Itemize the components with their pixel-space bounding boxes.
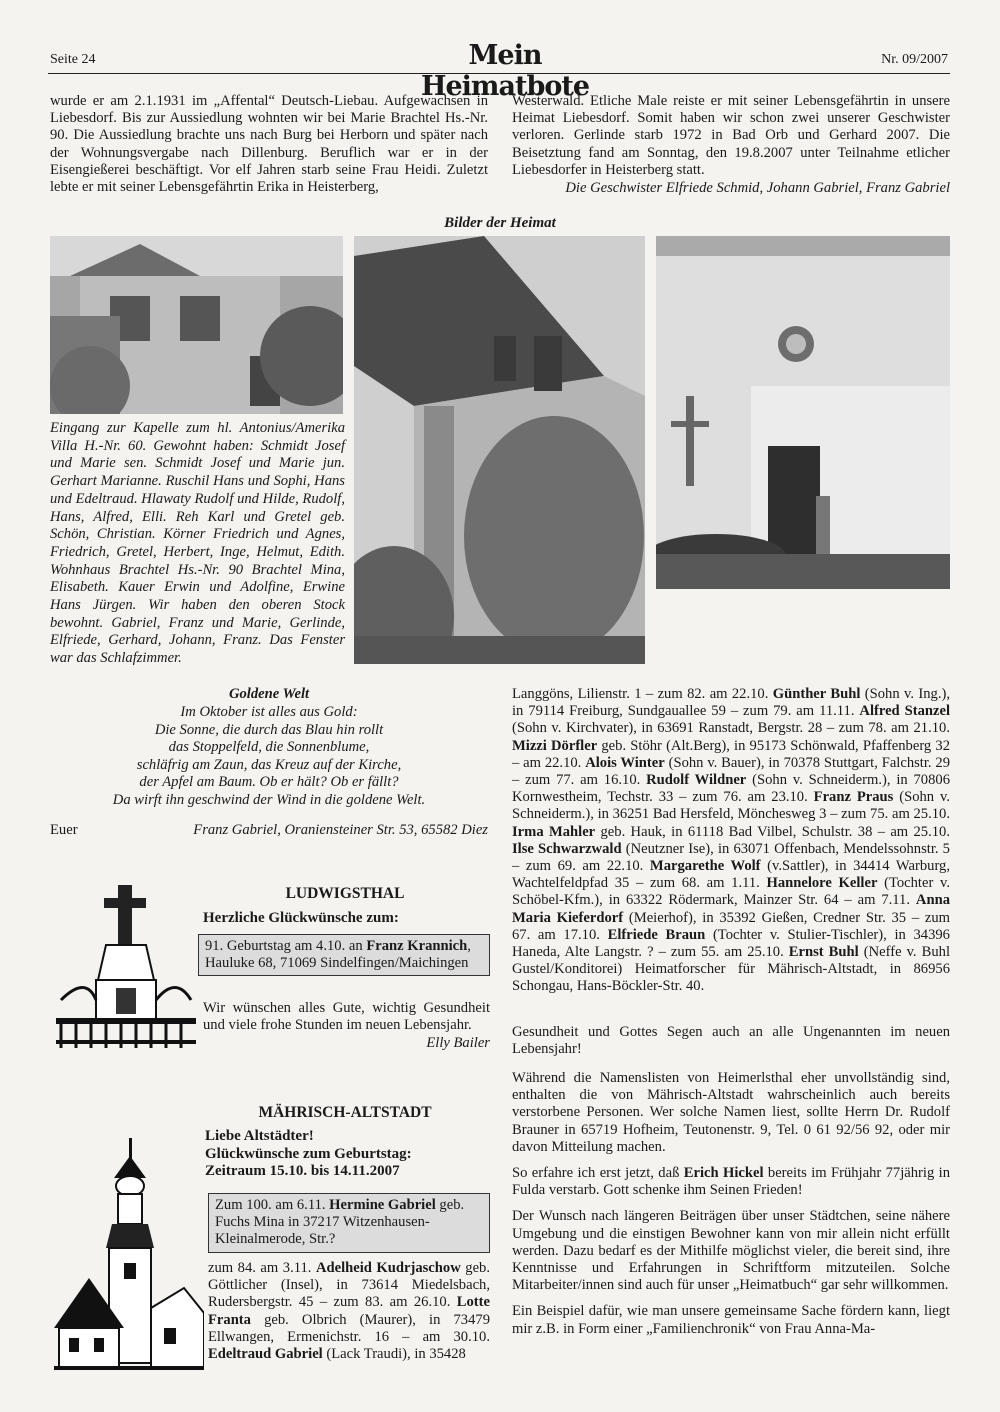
photo-chapel-entrance [656,236,950,589]
person-name: Adelheid Kudrjaschow [315,1260,461,1276]
person-name: Rudolf Wildner [646,772,747,789]
poem-author: Franz Gabriel, Oraniensteiner Str. 53, 65582 Diez [193,822,488,838]
person-name: Hannelore Keller [766,875,878,892]
health-wish: Gesundheit und Gottes Segen auch an alle Ungenannten im neuen Lebensjahr! [512,1024,950,1058]
person-name: Ilse Schwarzwald [512,840,622,857]
poem-line: Im Oktober ist alles aus Gold: [180,704,358,720]
poem-closing: Euer [50,822,78,838]
entry-text: (Tochter v. Stulier-Tischler), in 34396 Haneda, Alte Langstr. ? – zum 55. am 25.10. [512,926,950,961]
person-name: Alfred Stanzel [859,703,951,720]
poem-body [50,704,488,810]
poem-line: schläfrig am Zaun, das Kreuz auf der Kirche, [136,756,402,773]
entry-text: Langgöns, Lilienstr. 1 – zum 82. am 22.10. [512,686,773,702]
entry-text: (Tochter v. Schöbel-Kfm.), in 63322 Rödermark, Mainzer Str. 64 – am 7.11. [512,875,950,909]
photo-house-gable [354,236,645,664]
section-title-ludwigsthal: LUDWIGSTHAL [285,885,405,902]
person-name: Franz Praus [813,789,894,806]
obituary-signature: Die Geschwister Elfriede Schmid, Johann Gabriel, Franz Gabriel [565,180,950,196]
entry-text: (Sohn v. Schneiderm.), in 70806 Kornwestheim, Techstr. 33 – zum 76. am 23.10. [512,772,950,806]
note-paragraph: Ein Beispiel dafür, wie man unsere gemeinsame Sache fördern kann, liegt mir z.B. in Form einer „Familienchronik“ von Frau Anna-Ma- [512,1303,950,1337]
photo-villa [50,236,343,414]
note-text: So erfahre ich erst jetzt, daß [512,1165,684,1182]
page-number: Seite 24 [50,52,96,67]
altstadt-birthday-list [208,1260,490,1363]
obituary-text-left: wurde er am 2.1.1931 im „Affental“ Deutsch-Liebau. Aufgewachsen in Liebesdorf. Bis zur Aussiedlung wohnten wir bei Marie Brachtel Hs.-Nr. 90. Die Aussiedlung brachte uns nach Burg bei Herborn und später nach der Wohnungsvergabe nach Dillenburg. Beruflich war er in der Eisengießerei beschäftigt. Vor elf Jahren starb seine Frau Heidi. Zuletzt lebte er mit seiner Lebensgefährtin Erika in Heisterberg, [50,93,488,196]
photo-caption: Eingang zur Kapelle zum hl. Antonius/Amerika Villa H.-Nr. 60. Gewohnt haben: Schmidt Josef und Marie sen. Schmidt Josef und Marie jun. Gerhart Marianne. Ruschil Hans und Sophi, Hans und Edeltraud. Hlawaty Rudolf und Hilde, Rudolf, Hans, Alfred, Elli. Reh Karl und Gretel geb. Schön, Christian. Körner Friedrich und Agnes, Friedrich, Gretel, Herbert, Inge, Helmut, Edith. Wohnhaus Brachtel Hs.-Nr. 90 Brachtel Mina, Elisabeth. Kauer Erwin und Adolfine, Erwine Hans Jürgen. Wir haben den oberen Stock bewohnt. Gabriel, Franz und Marie, Gerlinde, Elfriede, Gerhard, Johann, Franz. Das Fenster war das Schlafzimmer. [50,420,345,667]
box-text: Zum 100. am 6.11. [215,1197,330,1213]
ludwigsthal-subtitle: Herzliche Glückwünsche zum: [203,910,399,926]
person-name: Günther Buhl [772,686,861,702]
entry-text: (Meierhof), in 35392 Gießen, Credner Str. 35 – zum 67. am 17.10. [512,909,951,943]
entry-text: (Sohn v. Kirchvater), in 63691 Ranstadt, Bergstr. 28 – zum 78. am 21.10. [512,720,950,737]
entry-text: (Sohn v. Ing.), in 79114 Freiburg, Sundgauallee 59 – zum 79. am 11.11. [512,686,950,720]
altstadt-highlight-box [208,1193,490,1253]
header-rule [48,73,950,74]
box-text: , Hauluke 68, 71069 Sindelfingen/Maichingen [205,938,471,972]
masthead-logo: Mein Heimatbote [420,40,590,102]
issue-number: Nr. 09/2007 [881,52,948,67]
poem-line: Die Sonne, die durch das Blau hin rollt [154,721,384,738]
greeting-line: Glückwünsche zum Geburtstag: [205,1145,412,1162]
ludwigsthal-highlight-box [198,934,490,976]
entry-text: geb. Göttlicher (Insel), in 73614 Miedelsbach, Rudersbergstr. 45 – zum 83. am 26.10. [208,1260,490,1311]
entry-text: geb. Olbrich (Maurer), in 73479 Ellwangen, Ermenichstr. 16 – am 30.10. [208,1311,490,1345]
entry-text: (v.Sattler), in 34414 Warburg, Wachtelfeldpfad 35 – zum 68. am 1.11. [512,858,950,892]
entry-text: (Neutzner Ise), in 63071 Offenbach, Mendelssohnstr. 5 – zum 69. am 22.10. [512,840,950,875]
person-name: Anna Maria Kieferdorf [512,892,950,926]
obituary-text-right: Westerwald. Etliche Male reiste er mit seiner Lebensgefährtin in unsere Heimat Liebesdorf. Somit haben wir schon zwei unserer Geschwister verloren. Gerlinde starb 1972 in Bad Orb und Gerhard 2007. Die Beisetztung fand am Sonntag, den 19.8.2007 unter Teilnahme etlicher Liebesdorfer in Heisterberg statt. [512,93,950,178]
church-tower-illustration [54,1138,204,1373]
person-name: Margarethe Wolf [649,858,761,875]
editor-notes [512,1070,950,1347]
entry-text: (Lack Traudi), in 35428 [322,1346,466,1363]
jubilar-name: Hermine Gabriel [329,1197,436,1213]
entry-text: geb. Hauk, in 61118 Bad Vilbel, Schulstr. 38 – am 25.10. [595,823,950,840]
box-text: 91. Geburtstag am 4.10. an [205,938,367,954]
person-name: Ernst Buhl [788,944,859,961]
note-text: bereits im Frühjahr 77jährig in Fulda verstarb. Gott schenke ihm Seinen Frieden! [512,1165,950,1199]
poem-line: Da wirft ihn geschwind der Wind in die goldene Welt. [112,791,426,808]
cross-monument-illustration [56,880,196,1050]
poem-line: das Stoppelfeld, die Sonnenblume, [168,739,370,756]
note-paragraph: Der Wunsch nach längeren Beiträgen über unser Städtchen, seine nähere Umgebung und die einstigen Bewohner kann von mir allein nicht erfüllt werden. Dazu bedarf es der Mithilfe möglichst vieler, die bereit sind, ihre Kenntnisse und Erfahrungen in Schriftform mitzuteilen. Solche Mitarbeiter/innen sind auch für unser „Heimatbuch“ gar sehr willkommen. [512,1208,950,1294]
person-name: Mizzi Dörfler [512,737,598,754]
entry-text: (Sohn v. Schneiderm.), in 36251 Bad Hersfeld, Mönchesweg 3 – zum 75. am 25.10. [512,789,950,823]
person-name: Lotte Franta [208,1294,490,1328]
note-paragraph: Während die Namenslisten von Heimerlsthal eher unvollständig sind, enthalten die von Mährisch-Altstadt wahrscheinlich auch bereits verstorbene Personen. Wer solche Namen liest, sollte Herrn Dr. Rudolf Brauner in 65719 Hofheim, Teutonenstr. 9, Tel. 0 61 92/56 92, oder mir davon Mitteilung machen. [512,1070,950,1155]
entry-text: (Sohn v. Bauer), in 70378 Stuttgart, Falchstr. 29 – zum 77. am 16.10. [512,754,951,789]
entry-text: geb. Stöhr (Alt.Berg), in 95173 Schönwald, Pfaffenberg 32 – am 22.10. [512,737,950,771]
note-paragraph [512,1165,950,1199]
altstadt-greeting [205,1128,495,1181]
entry-text: zum 84. am 3.11. [208,1260,316,1276]
ludwigsthal-signature: Elly Bailer [426,1035,490,1051]
person-name: Alois Winter [585,754,665,771]
poem-title: Goldene Welt [228,686,310,702]
box-text: geb. Fuchs Mina in 37217 Witzenhausen-Kleinalmerode, Str.? [215,1197,465,1248]
birthday-list-continued [512,686,950,996]
person-name: Elfriede Braun [607,926,706,943]
section-title-altstadt: MÄHRISCH-ALTSTADT [258,1104,432,1121]
greeting-period: Zeitraum 15.10. bis 14.11.2007 [205,1163,400,1179]
jubilar-name: Franz Krannich [366,938,468,954]
section-title-bilder: Bilder der Heimat [444,215,556,231]
person-name: Edeltraud Gabriel [208,1346,323,1363]
person-name: Irma Mahler [512,823,596,840]
deceased-name: Erich Hickel [683,1165,764,1182]
ludwigsthal-wishes: Wir wünschen alles Gute, wichtig Gesundheit und viele frohe Stunden im neuen Lebensjahr. [203,1000,490,1034]
greeting-line: Liebe Altstädter! [205,1128,314,1144]
poem-line: der Apfel am Baum. Ob er hält? Ob er fällt? [139,774,399,791]
entry-text: (Neffe v. Buhl Gustel/Konditorei) Heimatforscher für Mährisch-Altstadt, in 86956 Schongau, Hans-Böckler-Str. 40. [512,944,951,995]
